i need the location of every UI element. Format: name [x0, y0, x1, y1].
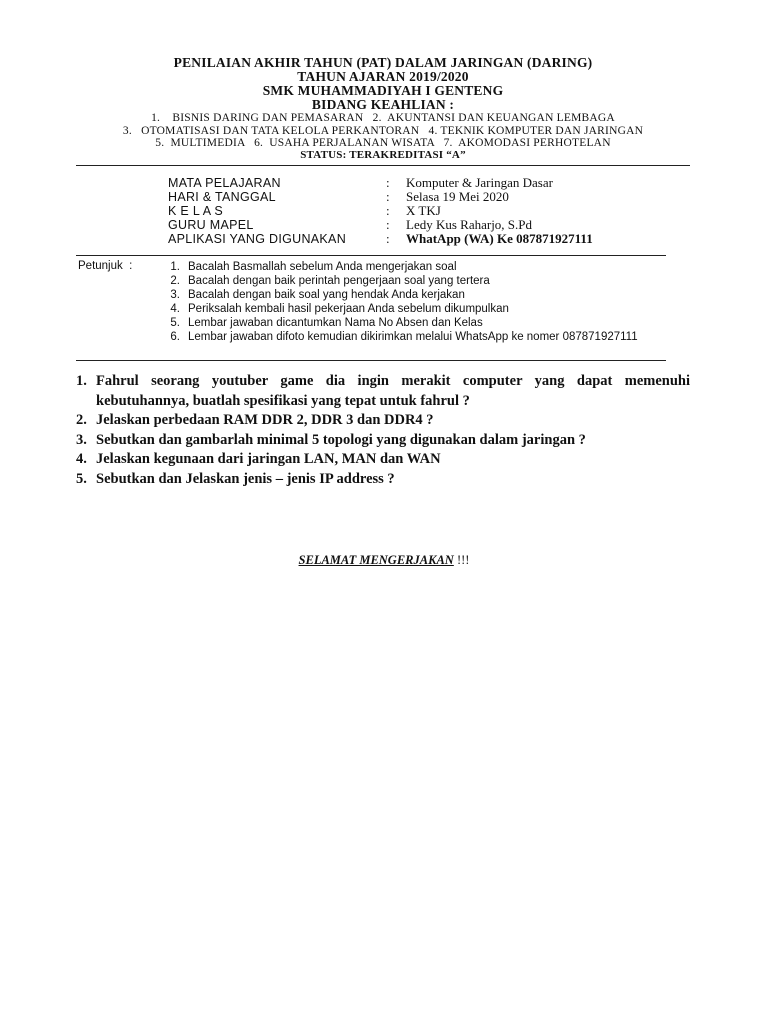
list-item-number: 5. — [170, 317, 180, 329]
info-value: X TKJ — [406, 203, 441, 218]
question-item — [76, 431, 690, 451]
info-row — [168, 232, 668, 246]
info-value: Ledy Kus Raharjo, S.Pd — [406, 217, 533, 232]
programs-row-1: 1. BISNIS DARING DAN PEMASARAN 2. AKUNTANSI DAN KEUANGAN LEMBAGA — [151, 112, 615, 124]
list-item-number: 6. — [170, 331, 180, 343]
info-row — [168, 218, 668, 232]
list-item — [158, 288, 668, 302]
info-label: HARI & TANGGAL — [168, 190, 276, 204]
exam-title: PENILAIAN AKHIR TAHUN (PAT) DALAM JARINGAN (DARING) — [173, 55, 593, 70]
question-text: Sebutkan dan Jelaskan jenis – jenis IP address ? — [96, 470, 395, 487]
info-label: APLIKASI YANG DIGUNAKAN — [168, 232, 347, 246]
list-item — [158, 260, 668, 274]
list-item-number: 4. — [170, 303, 180, 315]
programs-row-2: 3. OTOMATISASI DAN TATA KELOLA PERKANTORAN 4. TEKNIK KOMPUTER DAN JARINGAN — [122, 124, 644, 137]
info-value: Komputer & Jaringan Dasar — [406, 175, 553, 190]
programs-row-3: 5. MULTIMEDIA 6. USAHA PERJALANAN WISATA 7. AKOMODASI PERHOTELAN — [155, 137, 611, 149]
question-text: Fahrul seorang youtuber game dia ingin merakit computer yang dapat memenuhi kebutuhannya, buatlah spesifikasi yang tepat untuk fahrul ? — [96, 373, 690, 409]
document-header — [76, 56, 690, 161]
question-number: 3. — [76, 431, 87, 448]
list-item — [158, 330, 668, 344]
info-value: WhatApp (WA) Ke 087871927111 — [406, 231, 593, 246]
instructions-list — [158, 260, 668, 344]
list-item-text: Bacalah Basmallah sebelum Anda mengerjakan soal — [188, 261, 457, 273]
question-text: Jelaskan kegunaan dari jaringan LAN, MAN dan WAN — [96, 451, 441, 467]
list-item-number: 3. — [170, 289, 180, 301]
field-heading: BIDANG KEAHLIAN : — [311, 97, 455, 112]
school-name: SMK MUHAMMADIYAH I GENTENG — [262, 83, 504, 98]
info-colon: : — [386, 231, 390, 246]
exam-info-table — [168, 176, 668, 246]
list-item-text: Lembar jawaban difoto kemudian dikirimkan melalui WhatsApp ke nomer 087871927111 — [188, 331, 638, 343]
question-number: 4. — [76, 451, 87, 467]
list-item-text: Bacalah dengan baik perintah pengerjaan soal yang tertera — [188, 275, 490, 287]
question-number: 5. — [76, 470, 87, 487]
closing-text: SELAMAT MENGERJAKAN — [298, 553, 454, 567]
info-value: Selasa 19 Mei 2020 — [406, 189, 509, 204]
info-colon: : — [386, 203, 390, 218]
academic-year: TAHUN AJARAN 2019/2020 — [297, 69, 469, 84]
question-number: 1. — [76, 373, 87, 389]
instructions-label: Petunjuk : — [78, 260, 133, 272]
list-item — [158, 316, 668, 330]
list-item — [158, 302, 668, 316]
info-row — [168, 176, 668, 190]
list-item-number: 2. — [170, 275, 180, 287]
list-item-number: 1. — [170, 261, 180, 273]
info-label: GURU MAPEL — [168, 218, 254, 232]
list-item-text: Bacalah dengan baik soal yang hendak Anda kerjakan — [188, 289, 465, 301]
instructions-divider — [76, 360, 666, 361]
question-item — [76, 470, 690, 490]
question-item — [76, 411, 690, 431]
info-row — [168, 190, 668, 204]
question-text: Jelaskan perbedaan RAM DDR 2, DDR 3 dan DDR4 ? — [96, 412, 434, 428]
question-list — [76, 372, 690, 489]
info-label: MATA PELAJARAN — [168, 176, 281, 190]
info-label: K E L A S — [168, 204, 224, 218]
list-item-text: Lembar jawaban dicantumkan Nama No Absen dan Kelas — [188, 317, 483, 329]
question-number: 2. — [76, 412, 87, 428]
list-item-text: Periksalah kembali hasil pekerjaan Anda sebelum dikumpulkan — [188, 303, 509, 315]
info-colon: : — [386, 217, 390, 232]
closing-suffix: !!! — [453, 553, 470, 567]
info-colon: : — [386, 189, 390, 204]
question-text: Sebutkan dan gambarlah minimal 5 topologi yang digunakan dalam jaringan ? — [96, 431, 586, 448]
accreditation-status: STATUS: TERAKREDITASI “A” — [300, 148, 466, 161]
closing-message — [0, 553, 768, 568]
list-item — [158, 274, 668, 288]
question-item — [76, 372, 690, 411]
info-divider — [76, 255, 666, 256]
info-colon: : — [386, 175, 390, 190]
info-row — [168, 204, 668, 218]
question-item — [76, 450, 690, 470]
header-divider — [76, 165, 690, 166]
